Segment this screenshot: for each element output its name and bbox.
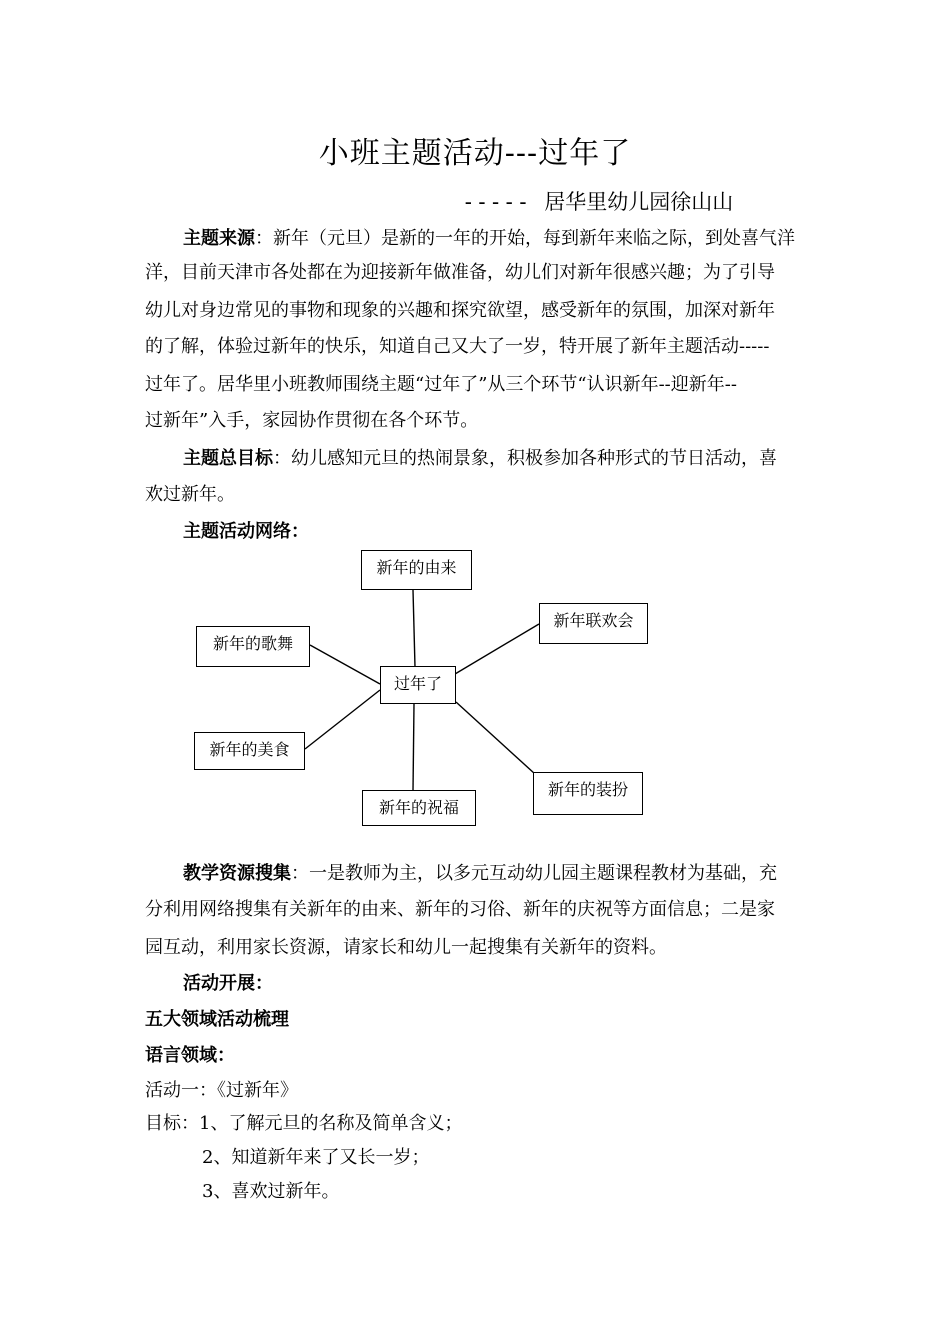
source-text-1: ：新年（元旦）是新的一年的开始，每到新年来临之际，到处喜气洋 bbox=[255, 228, 795, 249]
node-dress: 新年的装扮 bbox=[533, 772, 643, 815]
connector-dress bbox=[456, 702, 535, 774]
author-name: 居华里幼儿园徐山山 bbox=[544, 190, 734, 214]
source-line-4: 的了解，体验过新年的快乐，知道自己又大了一岁，特开展了新年主题活动----- bbox=[145, 336, 770, 357]
activity-start: 活动开展： bbox=[183, 973, 273, 994]
connector-party bbox=[455, 624, 539, 674]
node-song: 新年的歌舞 bbox=[196, 626, 310, 667]
connector-blessing bbox=[413, 704, 414, 791]
connector-origin bbox=[413, 590, 415, 667]
activity-one: 活动一：《过新年》 bbox=[145, 1080, 298, 1101]
language-domain-heading: 语言领域： bbox=[145, 1045, 235, 1066]
connector-song bbox=[310, 645, 380, 684]
goal-text-1: ：幼儿感知元旦的热闹景象，积极参加各种形式的节日活动，喜 bbox=[273, 448, 777, 469]
source-line-2: 洋，目前天津市各处都在为迎接新年做准备，幼儿们对新年很感兴趣；为了引导 bbox=[145, 262, 775, 283]
target-1: 1、了解元旦的名称及简单含义； bbox=[199, 1113, 463, 1134]
source-label: 主题来源 bbox=[183, 228, 255, 249]
source-line-5: 过年了。居华里小班教师围绕主题“过年了”从三个环节“认识新年--迎新年-- bbox=[145, 374, 737, 395]
page-title: 小班主题活动---过年了 bbox=[318, 136, 632, 171]
resources-text-1: ：一是教师为主，以多元互动幼儿园主题课程教材为基础，充 bbox=[291, 863, 777, 884]
author-line bbox=[462, 186, 733, 216]
goal-line-1 bbox=[183, 442, 777, 476]
source-line-1 bbox=[183, 222, 795, 256]
network-label: 主题活动网络： bbox=[183, 521, 309, 542]
resources-line-2: 分利用网络搜集有关新年的由来、新年的习俗、新年的庆祝等方面信息；二是家 bbox=[145, 899, 775, 920]
node-food: 新年的美食 bbox=[194, 732, 305, 770]
resources-line-1 bbox=[183, 857, 777, 891]
node-origin: 新年的由来 bbox=[361, 550, 472, 590]
node-party: 新年联欢会 bbox=[539, 603, 648, 644]
resources-label: 教学资源搜集 bbox=[183, 863, 291, 884]
center-node: 过年了 bbox=[380, 666, 456, 704]
node-blessing: 新年的祝福 bbox=[362, 790, 476, 826]
author-dashes: ----- bbox=[462, 190, 531, 214]
target-prefix: 目标： bbox=[145, 1113, 199, 1134]
resources-line-3: 园互动，利用家长资源，请家长和幼儿一起搜集有关新年的资料。 bbox=[145, 937, 667, 958]
source-line-6: 过新年”入手，家园协作贯彻在各个环节。 bbox=[145, 410, 479, 431]
target-2: 2、知道新年来了又长一岁； bbox=[202, 1147, 430, 1168]
target-3: 3、喜欢过新年。 bbox=[202, 1181, 340, 1202]
source-line-3: 幼儿对身边常见的事物和现象的兴趣和探究欲望，感受新年的氛围，加深对新年 bbox=[145, 300, 775, 321]
five-domains-heading: 五大领域活动梳理 bbox=[145, 1009, 289, 1030]
target-line-1 bbox=[145, 1107, 462, 1141]
connector-food bbox=[305, 690, 380, 749]
goal-line-2: 欢过新年。 bbox=[145, 484, 235, 505]
goal-label: 主题总目标 bbox=[183, 448, 273, 469]
